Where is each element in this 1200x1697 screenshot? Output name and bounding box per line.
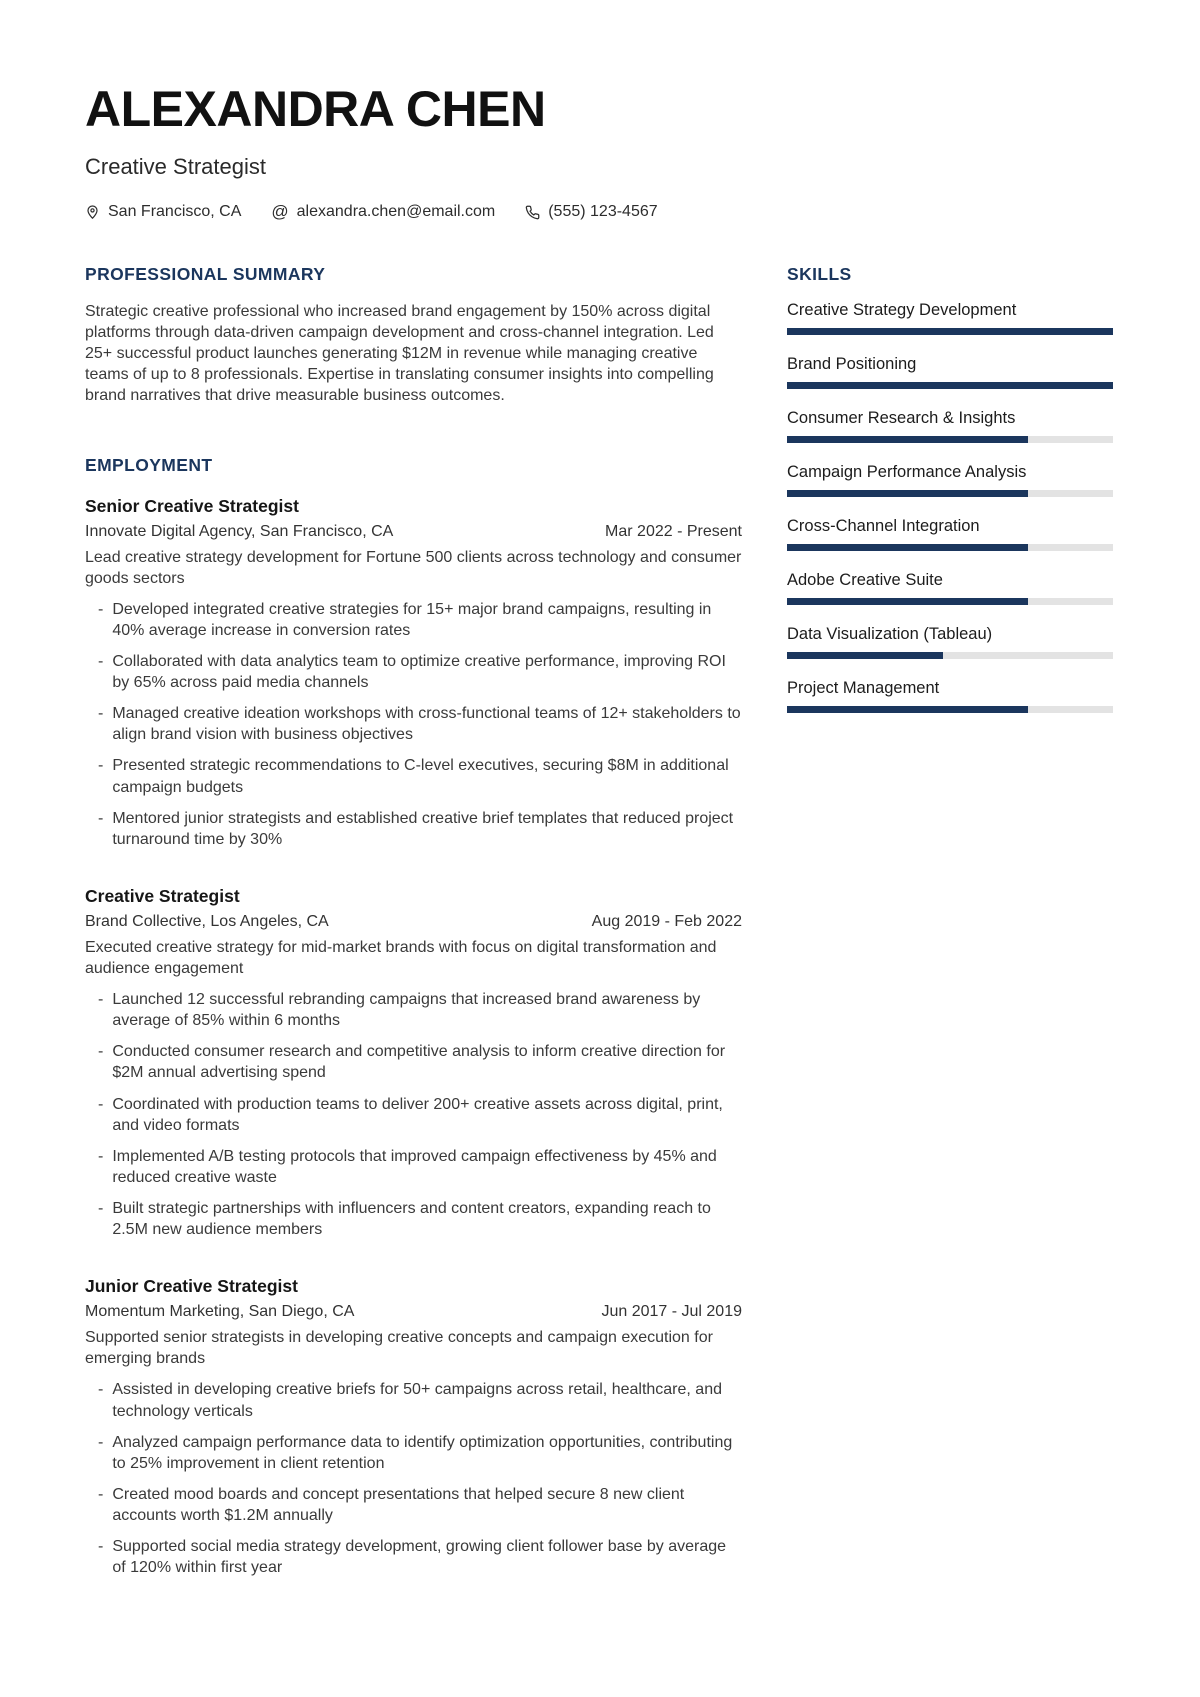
contact-location-text: San Francisco, CA [108, 203, 242, 220]
job-bullet [85, 703, 742, 745]
job-bullet [85, 989, 742, 1031]
bullet-text: Built strategic partnerships with influencers and content creators, expanding reach to 2.5M new audience members [112, 1199, 711, 1239]
skill-label: Brand Positioning [787, 355, 917, 373]
job-meta-row [85, 1303, 742, 1321]
skill-bar-track [787, 652, 1113, 659]
job-bullet [85, 1198, 742, 1240]
skill-bar-track [787, 382, 1113, 389]
skill-label: Consumer Research & Insights [787, 409, 1016, 427]
job-bullet [85, 1041, 742, 1083]
contact-row [85, 202, 1113, 222]
job-bullet [85, 1146, 742, 1188]
job-entry [85, 496, 742, 850]
job-bullet [85, 1432, 742, 1474]
skill-bar-track [787, 544, 1113, 551]
job-bullet [85, 1094, 742, 1136]
skill-item [787, 679, 1113, 713]
job-title: Junior Creative Strategist [85, 1276, 298, 1297]
job-bullet [85, 651, 742, 693]
bullet-text: Collaborated with data analytics team to optimize creative performance, improving ROI by 65% across paid media channels [112, 652, 726, 692]
job-dates: Jun 2017 - Jul 2019 [601, 1303, 742, 1321]
bullet-text: Coordinated with production teams to deliver 200+ creative assets across digital, print, and video formats [112, 1095, 723, 1134]
job-company: Innovate Digital Agency, San Francisco, CA [85, 522, 394, 540]
jobs-list [85, 496, 742, 1579]
skill-bar-track [787, 490, 1113, 497]
job-bullets [85, 1379, 742, 1578]
person-name: ALEXANDRA CHEN [85, 81, 546, 137]
skills-heading: SKILLS [787, 264, 852, 284]
bullet-dash: - [98, 1147, 104, 1165]
bullet-text: Presented strategic recommendations to C-level executives, securing $8M in additional campaign budgets [112, 757, 729, 796]
job-company: Brand Collective, Los Angeles, CA [85, 912, 329, 930]
bullet-text: Supported social media strategy development, growing client follower base by average of 120% within first year [112, 1538, 727, 1577]
skill-label: Creative Strategy Development [787, 301, 1017, 319]
job-bullets [85, 989, 742, 1240]
job-dates: Aug 2019 - Feb 2022 [591, 912, 742, 930]
bullet-text: Implemented A/B testing protocols that improved campaign effectiveness by 45% and reduced creative waste [112, 1147, 717, 1186]
employment-section [85, 455, 742, 1579]
job-company: Momentum Marketing, San Diego, CA [85, 1303, 355, 1321]
summary-section [85, 264, 742, 407]
phone-icon [525, 205, 540, 220]
bullet-dash: - [98, 1538, 104, 1556]
employment-heading: EMPLOYMENT [85, 454, 213, 475]
person-title: Creative Strategist [85, 154, 266, 179]
skill-bar-fill [787, 706, 1028, 713]
job-bullet [85, 755, 742, 797]
contact-email [271, 202, 495, 222]
skill-item [787, 625, 1113, 659]
job-description: Lead creative strategy development for Fortune 500 clients across technology and consumer goods sectors [85, 548, 742, 587]
bullet-dash: - [98, 600, 104, 618]
job-description: Executed creative strategy for mid-market brands with focus on digital transformation and audience engagement [85, 938, 717, 977]
bullet-text: Conducted consumer research and competitive analysis to inform creative direction for $2M annual advertising spend [112, 1043, 726, 1082]
skill-bar-fill [787, 544, 1028, 551]
bullet-text: Analyzed campaign performance data to identify optimization opportunities, contributing to 25% improvement in client retention [112, 1433, 733, 1472]
skills-list [787, 301, 1113, 713]
job-bullet [85, 1536, 742, 1578]
bullet-dash: - [98, 1095, 104, 1113]
location-pin-icon [85, 204, 100, 220]
skill-bar-track [787, 598, 1113, 605]
bullet-dash: - [98, 1433, 104, 1451]
skill-bar-fill [787, 328, 1113, 335]
contact-phone [525, 203, 657, 221]
bullet-text: Mentored junior strategists and established creative brief templates that reduced project turnaround time by 30% [112, 809, 734, 848]
skill-bar-fill [787, 490, 1028, 497]
skill-bar-track [787, 706, 1113, 713]
skill-label: Campaign Performance Analysis [787, 463, 1027, 481]
job-title: Creative Strategist [85, 885, 240, 906]
bullet-dash: - [98, 705, 104, 723]
bullet-text: Developed integrated creative strategies for 15+ major brand campaigns, resulting in 40% average increase in conversion rates [112, 600, 712, 639]
bullet-text: Managed creative ideation workshops with cross-functional teams of 12+ stakeholders to align brand vision with business objectives [112, 705, 741, 744]
skill-label: Data Visualization (Tableau) [787, 625, 993, 643]
bullet-dash: - [98, 757, 104, 775]
skill-item [787, 571, 1113, 605]
job-description: Supported senior strategists in developing creative concepts and campaign execution for emerging brands [85, 1329, 713, 1368]
skill-item [787, 517, 1113, 551]
job-bullets [85, 599, 742, 850]
skill-bar-track [787, 328, 1113, 335]
job-meta-row [85, 913, 742, 931]
bullet-text: Launched 12 successful rebranding campaigns that increased brand awareness by average of 85% within 6 months [112, 991, 701, 1030]
job-dates: Mar 2022 - Present [605, 522, 742, 540]
job-entry [85, 1276, 742, 1578]
job-meta-row [85, 523, 742, 541]
at-sign-icon: @ [271, 202, 289, 221]
skill-bar-fill [787, 652, 943, 659]
main-column [85, 264, 742, 1578]
bullet-dash: - [98, 1199, 104, 1217]
bullet-dash: - [98, 652, 104, 670]
contact-email-text: alexandra.chen@email.com [296, 203, 496, 220]
summary-text: Strategic creative professional who increased brand engagement by 150% across digital platforms through data-driven campaign development and cross-channel integration. Led 25+ successful product launches generating $12M in revenue while managing creative teams of up to 8 professionals. Expertise in translating consumer insights into compelling brand narratives that drive measurable business outcomes. [85, 303, 714, 405]
job-title: Senior Creative Strategist [85, 495, 299, 516]
skill-label: Project Management [787, 679, 940, 697]
bullet-dash: - [98, 1043, 104, 1061]
job-bullet [85, 1379, 742, 1421]
skill-item [787, 463, 1113, 497]
bullet-dash: - [98, 809, 104, 827]
bullet-dash: - [98, 1485, 104, 1503]
skill-item [787, 409, 1113, 443]
resume-header [85, 81, 1113, 222]
skills-column [787, 264, 1113, 1578]
skill-item [787, 301, 1113, 335]
summary-heading: PROFESSIONAL SUMMARY [85, 264, 326, 284]
bullet-dash: - [98, 1381, 104, 1399]
content-columns [85, 264, 1113, 1578]
skill-item [787, 355, 1113, 389]
bullet-dash: - [98, 991, 104, 1009]
skill-bar-fill [787, 382, 1113, 389]
skill-label: Cross-Channel Integration [787, 517, 980, 535]
job-entry [85, 886, 742, 1240]
contact-location [85, 203, 241, 221]
skill-bar-fill [787, 598, 1028, 605]
job-bullet [85, 1484, 742, 1526]
contact-phone-text: (555) 123-4567 [548, 203, 658, 220]
bullet-text: Created mood boards and concept presentations that helped secure 8 new client accounts worth $1.2M annually [112, 1485, 685, 1524]
skill-bar-track [787, 436, 1113, 443]
job-bullet [85, 599, 742, 641]
job-bullet [85, 808, 742, 850]
skill-label: Adobe Creative Suite [787, 571, 943, 589]
bullet-text: Assisted in developing creative briefs for 50+ campaigns across retail, healthcare, and technology verticals [112, 1381, 722, 1420]
skill-bar-fill [787, 436, 1028, 443]
